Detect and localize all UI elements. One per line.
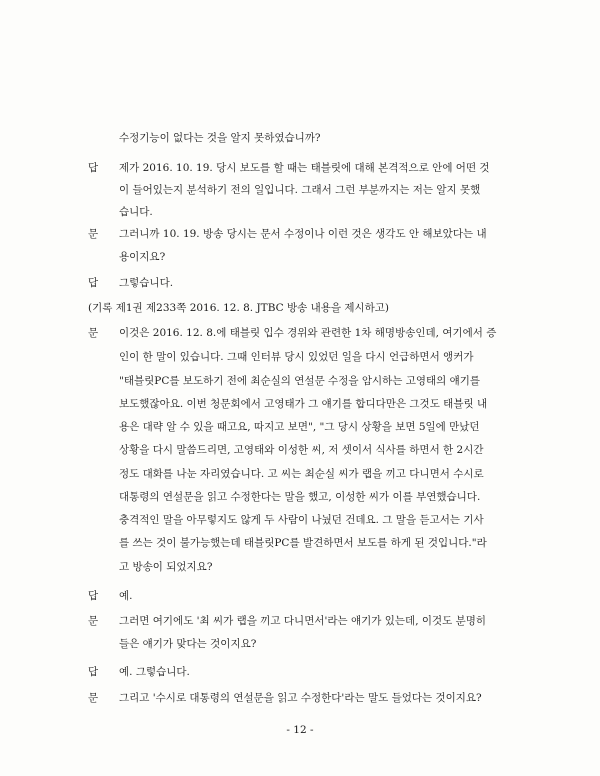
answer-marker: 답 bbox=[88, 666, 99, 678]
question-marker: 문 bbox=[88, 615, 99, 627]
text-line: 를 쓰는 것이 불가능했는데 태블릿PC를 발견하면서 보도를 하게 된 것입니다."라 bbox=[119, 537, 487, 549]
text-line: "태블릿PC를 보도하기 전에 최순실의 연설문 수정을 암시하는 고영태의 얘기를 bbox=[119, 375, 481, 387]
text-line: 용은 대략 알 수 있을 때고요, 따지고 보면", "그 당시 상황을 보면 5일에 만났던 bbox=[119, 421, 480, 433]
record-note: (기록 제1권 제233쪽 2016. 12. 8. JTBC 방송 내용을 제시하고) bbox=[88, 302, 390, 314]
question-marker: 문 bbox=[88, 327, 99, 339]
text-line: 용이지요? bbox=[119, 251, 166, 263]
text-line: 정도 대화를 나눈 자리였습니다. 고 씨는 최순실 씨가 랩을 끼고 다니면서 수시로 bbox=[119, 468, 484, 480]
text-line: 그러면 여기에도 '최 씨가 랩을 끼고 다니면서'라는 얘기가 있는데, 이것도 분명히 bbox=[119, 615, 487, 627]
text-line: 예. bbox=[119, 590, 133, 602]
text-line: 그렇습니다. bbox=[119, 277, 174, 289]
text-line: 예. 그렇습니다. bbox=[119, 666, 190, 678]
text-line: 대통령의 연설문을 읽고 수정한다는 말을 했고, 이성한 씨가 이를 부연했습니다. bbox=[119, 491, 481, 503]
text-line: 제가 2016. 10. 19. 당시 보도를 할 때는 태블릿에 대해 본격적으로 안에 어떤 것 bbox=[119, 162, 490, 174]
text-line: 이것은 2016. 12. 8.에 태블릿 입수 경위와 관련한 1차 해명방송인데, 여기에서 증 bbox=[119, 327, 497, 339]
answer-marker: 답 bbox=[88, 277, 99, 289]
text-line: 들은 얘기가 맞다는 것이지요? bbox=[119, 638, 257, 650]
text-line: 충격적인 말을 아무렇지도 않게 두 사람이 나눴던 건데요. 그 말을 듣고서는 기사 bbox=[119, 514, 484, 526]
text-line: 인이 한 말이 있습니다. 그때 인터뷰 당시 있었던 일을 다시 언급하면서 앵커가 bbox=[119, 351, 474, 363]
text-line: 그리고 '수시로 대통령의 연설문을 읽고 수정한다'라는 말도 들었다는 것이지요? bbox=[119, 692, 482, 704]
question-marker: 문 bbox=[88, 228, 99, 240]
answer-marker: 답 bbox=[88, 590, 99, 602]
text-line: 상황을 다시 말씀드리면, 고영태와 이성한 씨, 저 셋이서 식사를 하면서 한 2시간 bbox=[119, 444, 484, 456]
text-line: 수정기능이 없다는 것을 알지 못하였습니까? bbox=[119, 132, 321, 144]
text-line: 고 방송이 되었지요? bbox=[119, 561, 213, 573]
answer-marker: 답 bbox=[88, 162, 99, 174]
text-line: 그러니까 10. 19. 방송 당시는 문서 수정이나 이런 것은 생각도 안 해보았다는 내 bbox=[119, 228, 487, 240]
question-marker: 문 bbox=[88, 692, 99, 704]
text-line: 습니다. bbox=[119, 206, 153, 218]
text-line: 이 들어있는지 분석하기 전의 일입니다. 그래서 그런 부분까지는 저는 알지 못했 bbox=[119, 184, 481, 196]
text-line: 보도했잖아요. 이번 청문회에서 고영태가 그 얘기를 합디다만은 그것도 태블릿 내 bbox=[119, 398, 488, 410]
page-number: - 12 - bbox=[286, 724, 314, 736]
